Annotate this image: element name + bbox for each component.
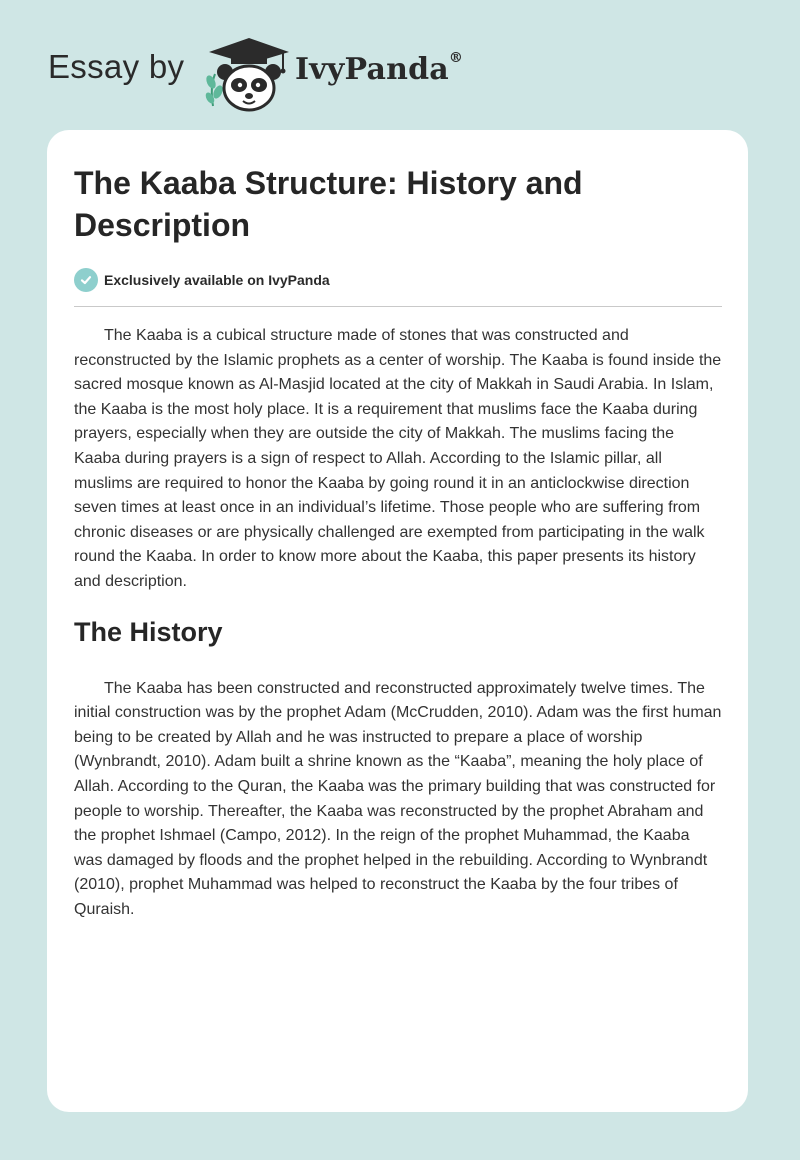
intro-paragraph: The Kaaba is a cubical structure made of stones that was constructed and reconstructed by the Islamic prophets as a center of worship. The Kaaba is found inside the sacred mosque known as Al-Masjid located at the city of Makkah in Saudi Arabia. In Islam, the Kaaba is the most holy place. It is a requirement that muslims face the Kaaba during prayers, especially when they are outside the city of Makkah. The muslims facing the Kaaba during prayers is a sign of respect to Allah. According to the Islamic pillar, all muslims are required to honor the Kaaba by going round it in an anticlockwise direction seven times at least once in an individual’s lifetime. Those people who are suffering from chronic diseases or are physically challenged are exempted from participating in the walk round the Kaaba. In order to know more about the Kaaba, this paper presents its history and description. [74,327,722,590]
brand-name-text: IvyPanda [295,52,449,87]
brand-name[interactable] [295,52,463,87]
essay-by-label: Essay by [48,48,185,85]
history-paragraph: The Kaaba has been constructed and reconstructed approximately twelve times. The initial construction was by the prophet Adam (McCrudden, 2010). Adam was the first human being to be created by Allah and he was instructed to prepare a place of worship (Wynbrandt, 2010). Adam built a shrine known as the “Kaaba”, meaning the holy place of Allah. According to the Quran, the Kaaba was the primary building that was constructed for people to worship. Thereafter, the Kaaba was reconstructed by the prophet Abraham and the prophet Ishmael (Campo, 2012). In the reign of the prophet Muhammad, the Kaaba was damaged by floods and the prophet helped in the rebuilding. According to Wynbrandt (2010), prophet Muhammad was helped to reconstruct the Kaaba by the four tribes of Quraish. [74,679,722,918]
site-header [48,34,508,114]
title-divider [74,306,722,307]
registered-mark: ® [448,50,464,66]
essay-content [74,162,722,922]
checkmark-icon [74,268,98,292]
section-heading-history: The History [74,616,223,647]
panda-logo-icon[interactable] [203,36,295,112]
essay-card [47,130,748,1112]
exclusive-badge-text: Exclusively available on IvyPanda [104,272,330,288]
exclusive-badge [74,266,722,294]
essay-title: The Kaaba Structure: History and Description [74,165,583,243]
